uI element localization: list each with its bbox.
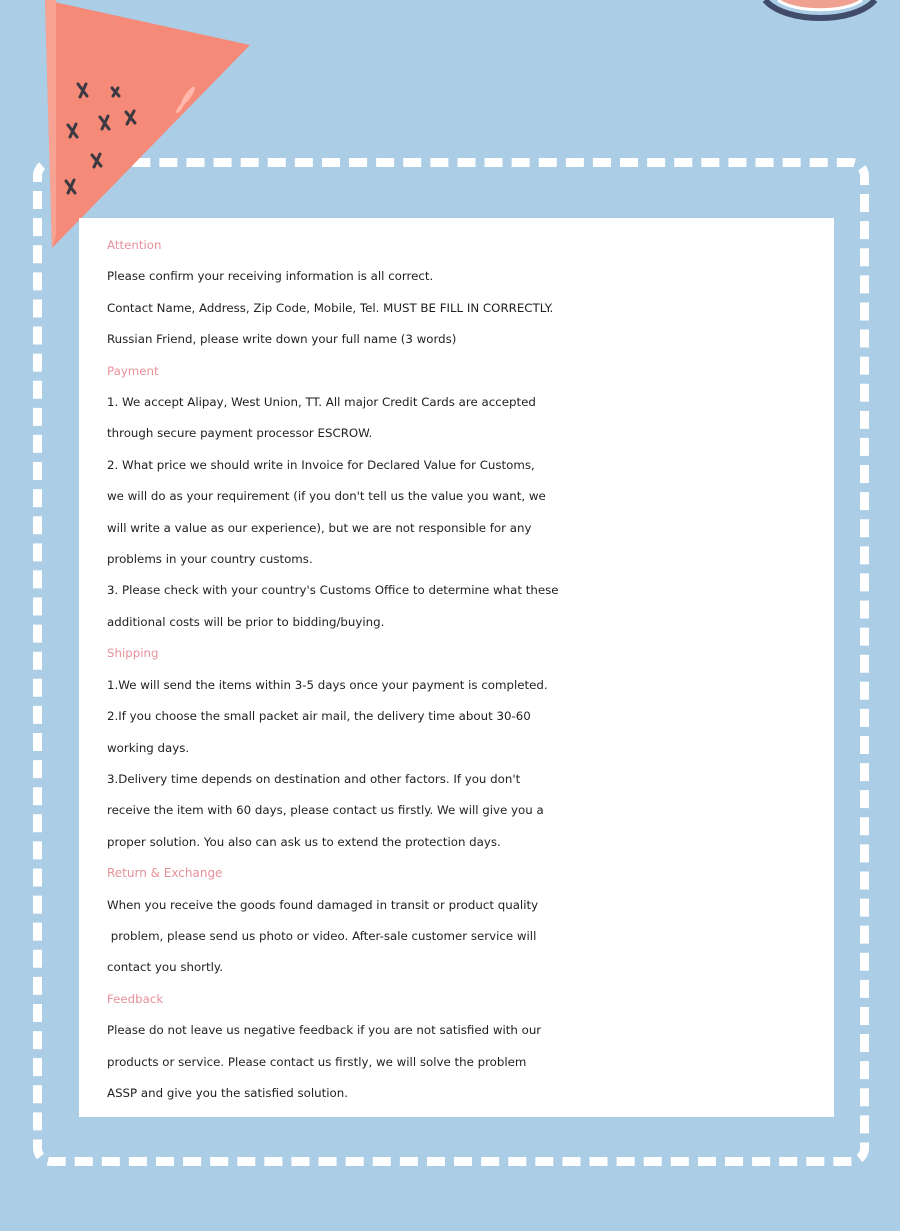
payment-line-5: will write a value as our experience), but we are not responsible for any [107, 520, 532, 535]
return-line-3: contact you shortly. [107, 960, 223, 975]
feedback-line-3: ASSP and give you the satisfied solution. [107, 1085, 348, 1100]
info-card [79, 218, 834, 1117]
payment-line-4: we will do as your requirement (if you don't tell us the value you want, we [107, 489, 546, 504]
shipping-line-6: proper solution. You also can ask us to extend the protection days. [107, 834, 501, 849]
feedback-line-2: products or service. Please contact us firstly, we will solve the problem [107, 1054, 527, 1069]
return-line-1: When you receive the goods found damaged in transit or product quality [107, 897, 539, 912]
payment-line-3: 2. What price we should write in Invoice for Declared Value for Customs, [107, 457, 535, 472]
payment-heading: Payment [107, 363, 159, 378]
shipping-line-5: receive the item with 60 days, please contact us firstly. We will give you a [107, 803, 544, 818]
attention-line-3: Russian Friend, please write down your full name (3 words) [107, 332, 457, 347]
attention-line-1: Please confirm your receiving information is all correct. [107, 269, 434, 284]
shipping-line-4: 3.Delivery time depends on destination and other factors. If you don't [107, 771, 521, 786]
shipping-line-1: 1.We will send the items within 3-5 days once your payment is completed. [107, 677, 548, 692]
payment-line-8: additional costs will be prior to bidding/buying. [107, 614, 385, 629]
return-heading: Return & Exchange [107, 866, 223, 881]
payment-line-7: 3. Please check with your country's Customs Office to determine what these [107, 583, 559, 598]
payment-line-2: through secure payment processor ESCROW. [107, 426, 373, 441]
shipping-line-3: working days. [107, 740, 190, 755]
shipping-heading: Shipping [107, 646, 159, 661]
payment-line-6: problems in your country customs. [107, 552, 313, 567]
feedback-heading: Feedback [107, 991, 164, 1006]
watermelon-slice-icon [40, 0, 255, 250]
feedback-line-1: Please do not leave us negative feedback if you are not satisfied with our [107, 1023, 542, 1038]
payment-line-1: 1. We accept Alipay, West Union, TT. All major Credit Cards are accepted [107, 395, 536, 410]
plate-icon [760, 0, 900, 22]
attention-line-2: Contact Name, Address, Zip Code, Mobile, Tel. MUST BE FILL IN CORRECTLY. [107, 300, 554, 315]
attention-heading: Attention [107, 238, 162, 252]
shipping-line-2: 2.If you choose the small packet air mail, the delivery time about 30-60 [107, 709, 531, 724]
return-line-2: problem, please send us photo or video. After-sale customer service will [107, 928, 537, 943]
